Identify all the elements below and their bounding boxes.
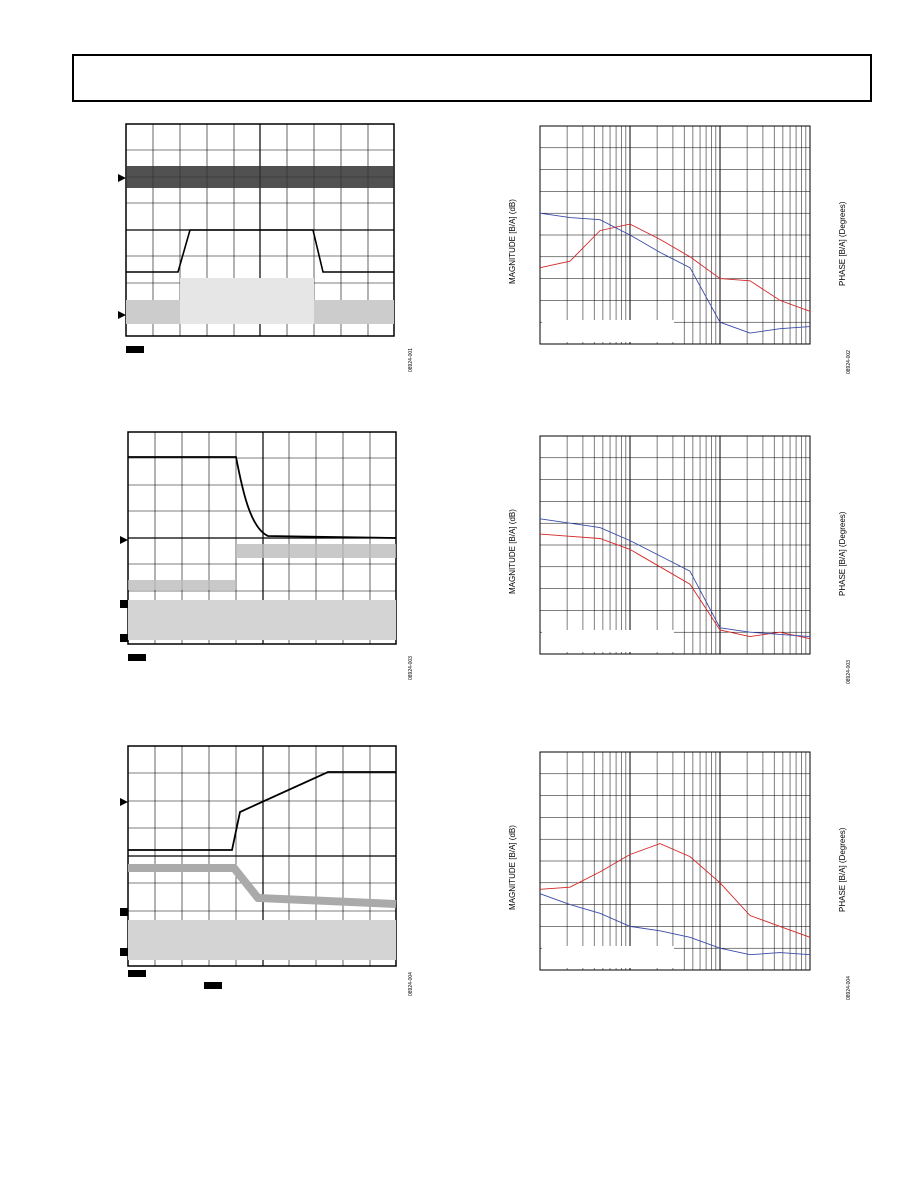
channel-marker-1b	[118, 311, 126, 319]
bode-plot-1	[500, 124, 860, 374]
bode-plot-3	[500, 750, 860, 1000]
channel-marker-2a	[120, 536, 128, 544]
scope-plot-1	[108, 118, 413, 378]
channel-marker-2b	[120, 600, 128, 608]
header-frame	[72, 54, 872, 102]
magnitude-axis-label: MAGNITUDE [B/A] (dB)	[508, 825, 517, 910]
channel-marker-1a	[118, 174, 126, 182]
figure-id: 08924-002	[846, 350, 852, 374]
figure-id: 08924-003	[846, 660, 852, 684]
phase-axis-label: PHASE [B/A] (Degrees)	[838, 827, 847, 912]
gray-band-2a	[128, 580, 236, 590]
scope-figure-3	[108, 742, 413, 1002]
gray-sawtooth-2	[236, 544, 396, 558]
scope-figure-1	[108, 118, 413, 378]
figure-id: 08924-004	[846, 976, 852, 1000]
channel-marker-3b	[120, 908, 128, 916]
figure-id: 08924-004	[408, 972, 414, 996]
bode-figure-2	[500, 434, 870, 694]
gray-block-1	[180, 278, 314, 324]
legend-box	[542, 320, 674, 342]
channel-marker-3a	[120, 798, 128, 806]
bode-figure-1	[500, 124, 870, 384]
scope-label-box-3b	[204, 982, 222, 989]
bode-figure-3	[500, 750, 870, 1010]
phase-axis-label: PHASE [B/A] (Degrees)	[838, 201, 847, 286]
channel-marker-3c	[120, 948, 128, 956]
magnitude-axis-label: MAGNITUDE [B/A] (dB)	[508, 509, 517, 594]
scope-plot-3	[108, 742, 413, 1002]
legend-box	[542, 946, 674, 968]
figure-id: 08924-001	[408, 348, 414, 372]
scope-plot-2	[108, 428, 413, 688]
gray-band-2b	[128, 600, 396, 640]
scope-figure-2	[108, 428, 413, 688]
scope-label-box-2	[128, 654, 146, 661]
gray-band-3	[128, 920, 396, 960]
noise-band-1	[126, 166, 394, 188]
legend-box	[542, 630, 674, 652]
channel-marker-2c	[120, 634, 128, 642]
bode-plot-2	[500, 434, 860, 684]
scope-label-box-3a	[128, 970, 146, 977]
magnitude-axis-label: MAGNITUDE [B/A] (dB)	[508, 199, 517, 284]
scope-label-box-1	[126, 346, 144, 353]
phase-axis-label: PHASE [B/A] (Degrees)	[838, 511, 847, 596]
figure-id: 08924-003	[408, 656, 414, 680]
